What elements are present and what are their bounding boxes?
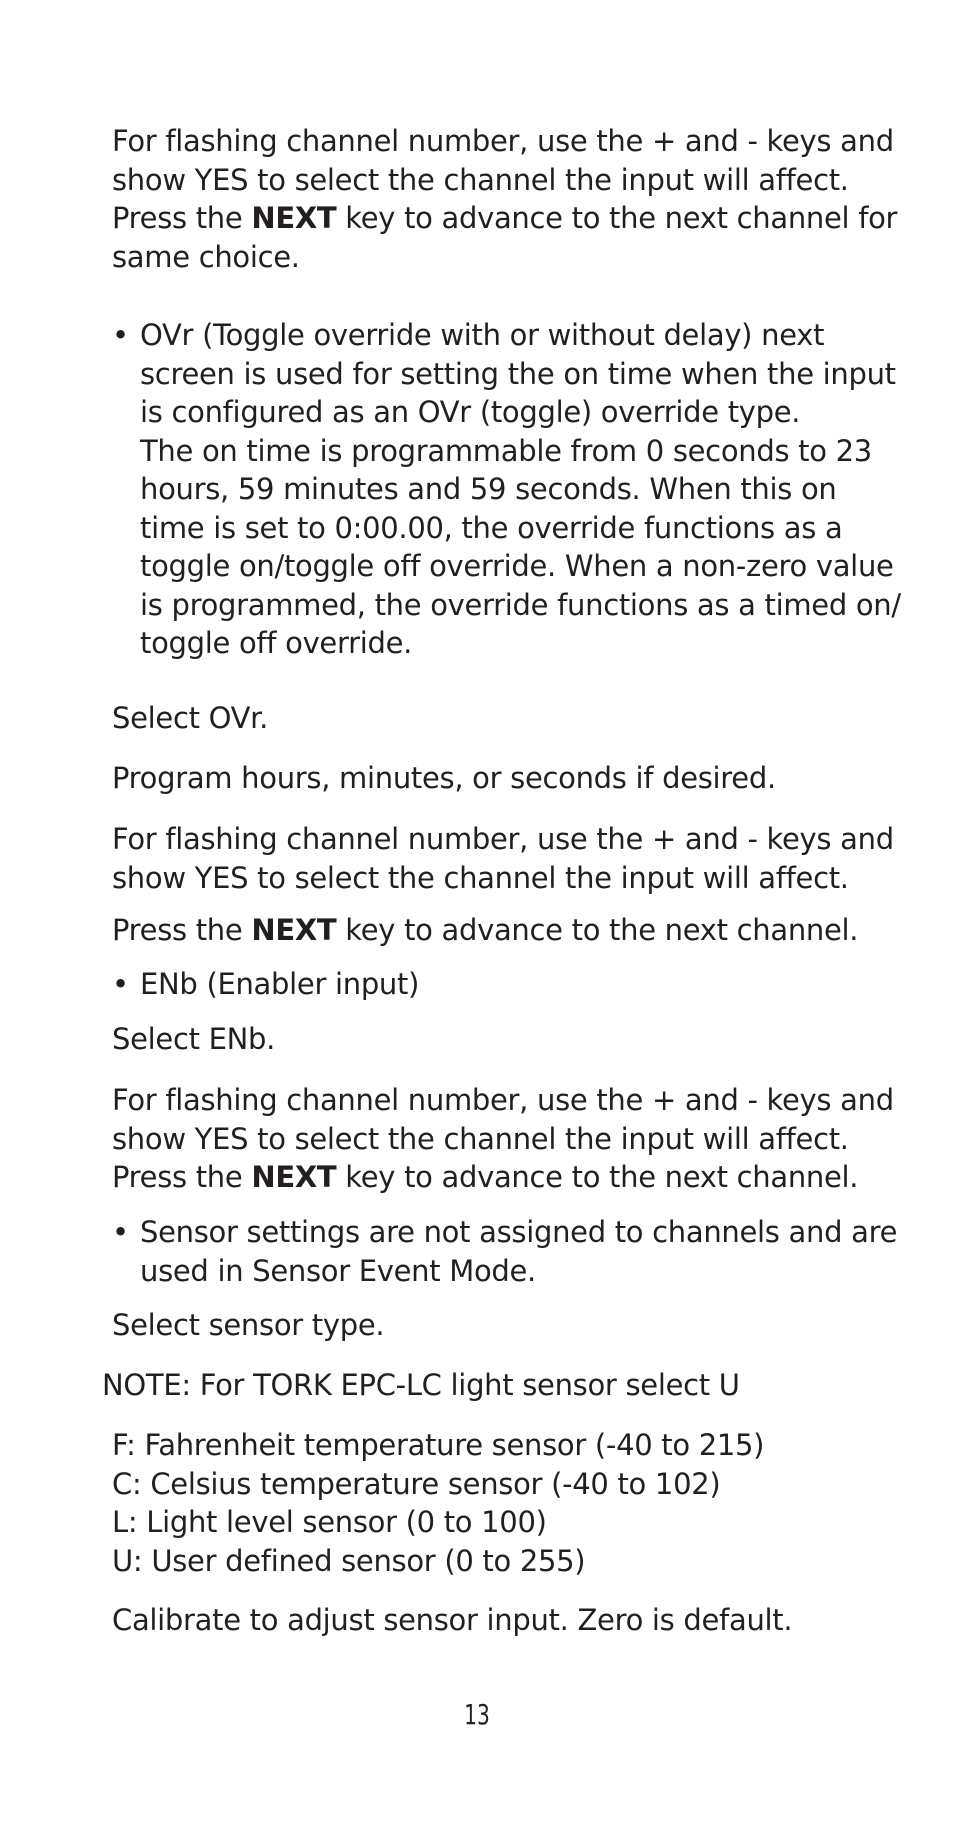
text-line: [112, 199, 897, 238]
text-line: show YES to select the channel the input will affect.: [112, 860, 849, 895]
text-line: For flashing channel number, use the + and - keys and: [112, 822, 894, 856]
bullet-line: [112, 316, 901, 355]
select-enb-text: Select ENb.: [112, 1022, 276, 1056]
select-sensor-text: Select sensor type.: [112, 1308, 385, 1342]
bullet-item-ovr: [112, 316, 901, 663]
text-line: [112, 1158, 894, 1197]
text-line: time is set to 0:00.00, the override functions as a: [140, 510, 843, 545]
paragraph-flashing-channel-2: [112, 820, 894, 897]
text-line: The on time is programmable from 0 seconds to 23: [140, 433, 872, 468]
text-line: used in Sensor Event Mode.: [140, 1253, 536, 1288]
bullet-icon: •: [112, 967, 129, 1001]
text-line: hours, 59 minutes and 59 seconds. When this on: [140, 472, 837, 506]
text-line: is programmed, the override functions as a timed on/: [140, 587, 901, 622]
text-line: [112, 911, 858, 950]
bullet-item-enb: [112, 965, 419, 1004]
next-key-label: NEXT: [251, 201, 337, 235]
text-line: toggle on/toggle off override. When a non-zero value: [140, 549, 894, 583]
bullet-item-sensor: [112, 1213, 897, 1290]
text-line: screen is used for setting the on time when the input: [140, 356, 896, 391]
text-segment: Press the: [112, 201, 252, 235]
next-key-label: NEXT: [251, 913, 337, 947]
text-line: toggle off override.: [140, 626, 413, 660]
text-line: same choice.: [112, 239, 300, 274]
text-segment: OVr (Toggle override with or without delay) next: [140, 318, 825, 352]
bullet-line: [112, 965, 419, 1004]
paragraph-flashing-channel-3: [112, 1081, 894, 1197]
text-segment: Press the: [112, 913, 252, 947]
page-number: 13: [464, 1698, 490, 1731]
text-line: show YES to select the channel the input will affect.: [112, 1121, 849, 1156]
text-line: show YES to select the channel the input will affect.: [112, 162, 849, 197]
bullet-line: [112, 1213, 897, 1252]
next-key-label: NEXT: [251, 1160, 337, 1194]
bullet-icon: •: [112, 1215, 129, 1249]
list-item: U: User defined sensor (0 to 255): [112, 1543, 586, 1578]
sensor-type-list: [112, 1426, 764, 1580]
note-text: NOTE: For TORK EPC-LC light sensor select U: [102, 1368, 740, 1402]
text-line: For flashing channel number, use the + and - keys and: [112, 124, 894, 158]
list-item: F: Fahrenheit temperature sensor (-40 to 215): [112, 1428, 765, 1462]
program-time-text: Program hours, minutes, or seconds if desired.: [112, 761, 776, 795]
paragraph-flashing-channel-1: [112, 122, 897, 276]
text-line: is configured as an OVr (toggle) override type.: [140, 395, 801, 429]
text-segment: key to advance to the next channel.: [336, 1160, 859, 1194]
text-segment: key to advance to the next channel for: [336, 201, 898, 235]
text-segment: ENb (Enabler input): [140, 967, 420, 1001]
bullet-icon: •: [112, 318, 129, 352]
list-item: C: Celsius temperature sensor (-40 to 102): [112, 1466, 721, 1501]
calibrate-text: Calibrate to adjust sensor input. Zero is default.: [112, 1603, 793, 1637]
paragraph-press-next: [112, 911, 858, 950]
text-segment: Sensor settings are not assigned to channels and are: [140, 1215, 898, 1249]
list-item: L: Light level sensor (0 to 100): [112, 1505, 547, 1539]
select-ovr-text: Select OVr.: [112, 701, 269, 735]
text-segment: Press the: [112, 1160, 252, 1194]
text-segment: key to advance to the next channel.: [336, 913, 859, 947]
text-line: For flashing channel number, use the + and - keys and: [112, 1083, 894, 1117]
